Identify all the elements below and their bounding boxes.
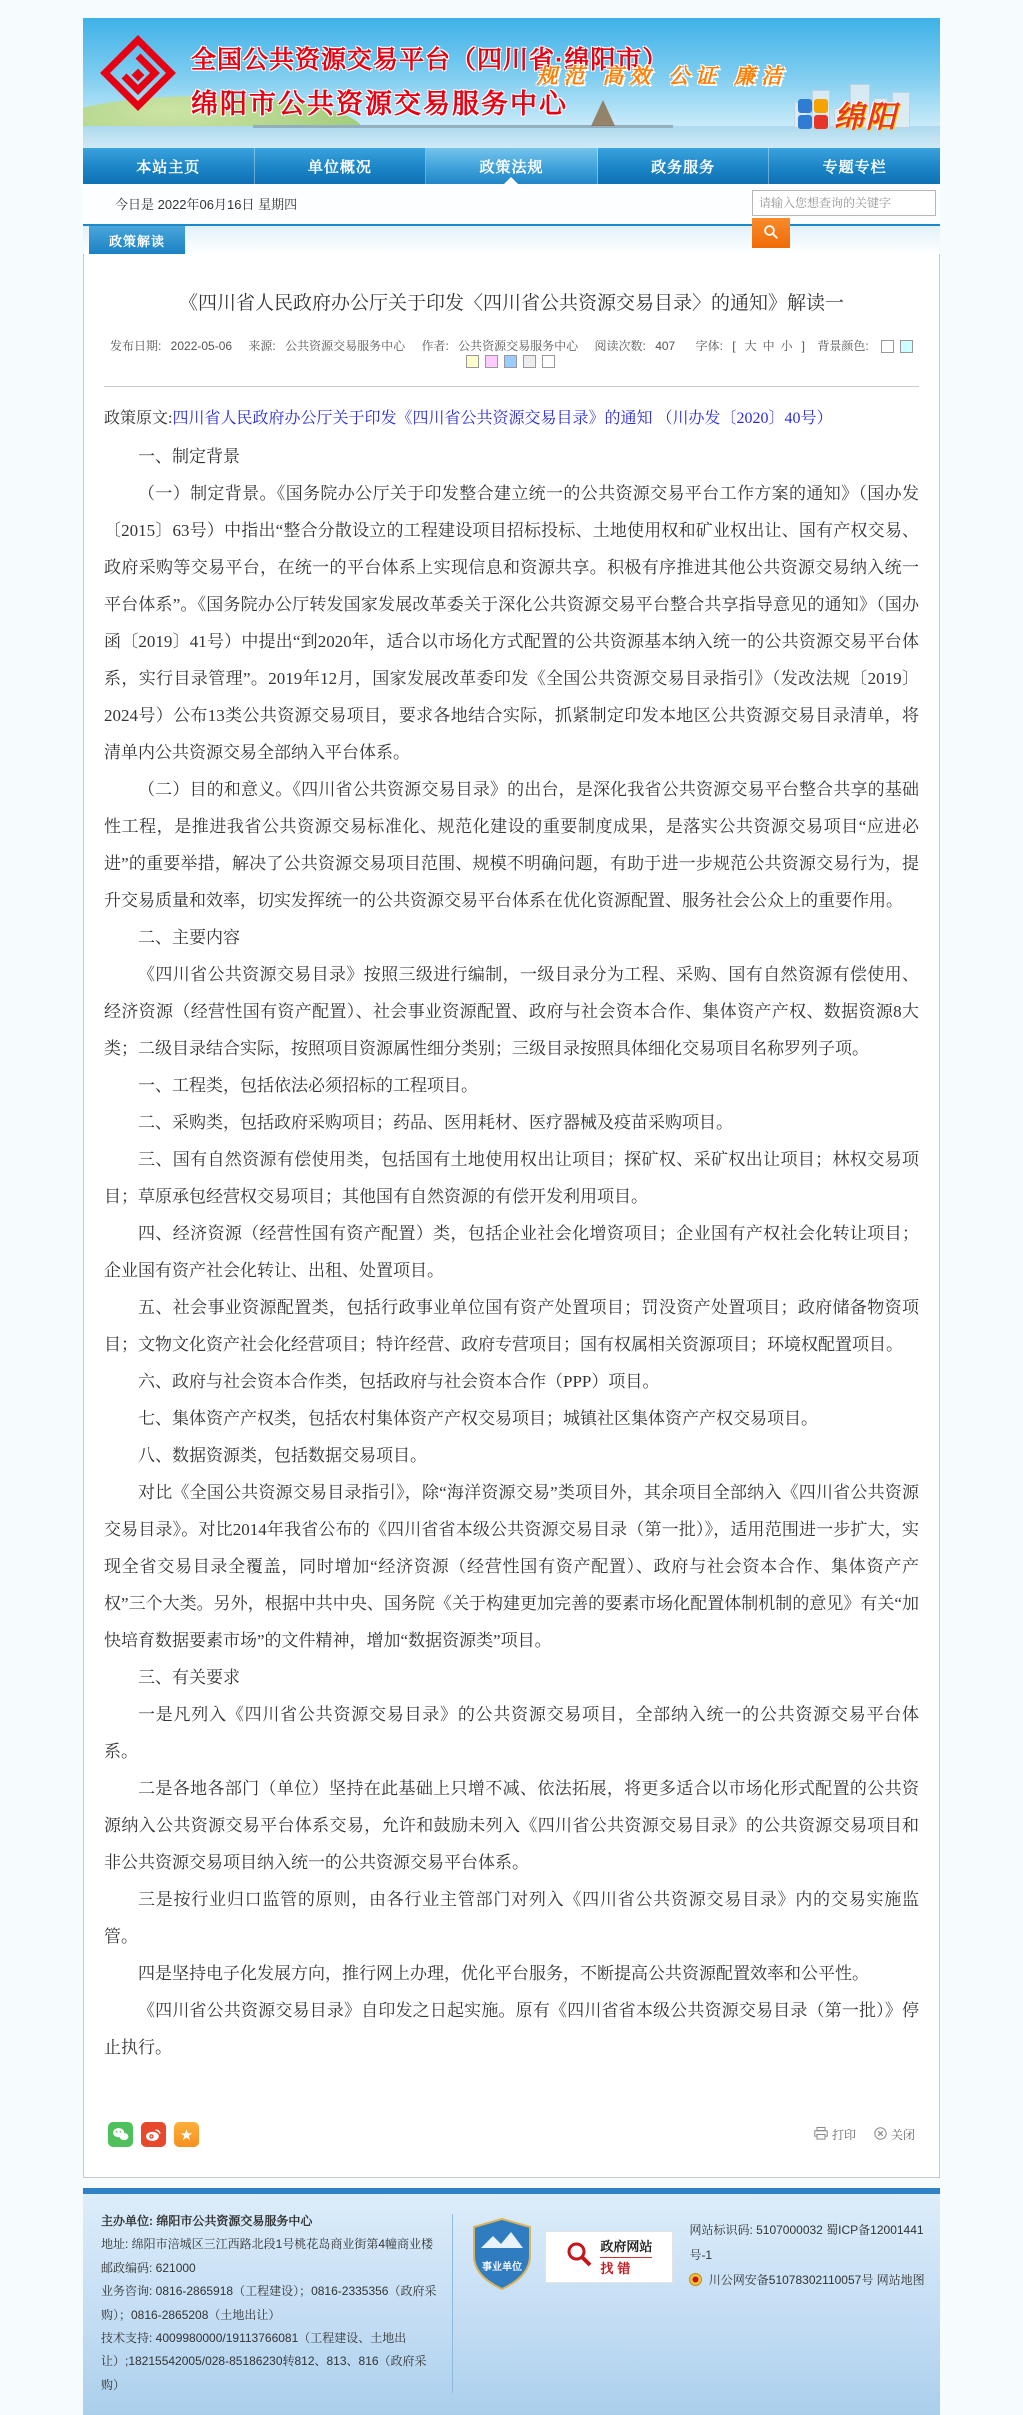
article-title: 《四川省人民政府办公厅关于印发〈四川省公共资源交易目录〉的通知》解读一: [178, 293, 844, 314]
current-date-text: 今日是 2022年06月16日 星期四: [115, 197, 298, 212]
footer-info-line: 技术支持: 4009980000/19113766081（工程建设、土地出让）;18215542005/028-85186230转812、813、816（政府采购）: [101, 2330, 427, 2392]
article-paragraph: 三、国有自然资源有偿使用类，包括国有土地使用权出让项目；探矿权、采矿权出让项目；林权交易项目；草原承包经营权交易项目；其他国有自然资源的有偿开发利用项目。: [104, 1150, 919, 1206]
actions-row: [108, 2122, 915, 2147]
article-paragraph: 二、主要内容: [138, 928, 240, 947]
close-label: 关闭: [890, 2128, 915, 2142]
source-value: 公共资源交易服务中心: [285, 339, 406, 353]
sitemap-link[interactable]: 网站地图: [876, 2273, 925, 2288]
bracket: [: [732, 339, 736, 353]
bg-color-swatch[interactable]: [504, 355, 517, 368]
article-paragraph: 《四川省公共资源交易目录》按照三级进行编制，一级目录分为工程、采购、国有自然资源有偿使用、经济资源（经营性国有资产配置）、社会事业资源配置、政府与社会资本合作、集体资产产权、数据资源8大类；二级目录结合实际，按照项目资源属性细分类别；三级目录按照具体细化交易项目名称罗列子项。: [104, 965, 919, 1058]
article-meta: [104, 337, 919, 368]
bracket: ]: [801, 339, 805, 353]
print-button[interactable]: [814, 2126, 856, 2143]
bg-color-swatch[interactable]: [881, 340, 894, 353]
article-paragraph: 三是按行业归口监管的原则，由各行业主管部门对列入《四川省公共资源交易目录》内的交易实施监管。: [104, 1890, 919, 1946]
footer-info-line: 主办单位: 绵阳市公共资源交易服务中心: [101, 2214, 313, 2228]
search-area: [752, 190, 936, 216]
gov-badge-line2: 找错: [600, 2261, 635, 2276]
article-paragraph: 一、制定背景: [138, 447, 240, 466]
font-size-option[interactable]: 小: [780, 339, 793, 353]
footer-info-line: 业务咨询: 0816-2865918（工程建设）；0816-2335356（政府采购）；0816-2865208（土地出让）: [101, 2284, 437, 2322]
search-icon: [763, 224, 779, 243]
slogan-text: 规范 高效 公证 廉洁: [536, 65, 788, 88]
site-title-line1: 全国公共资源交易平台（四川省·绵阳市）: [191, 46, 669, 74]
bg-color-swatch[interactable]: [466, 355, 479, 368]
article-paragraph: 对比《全国公共资源交易目录指引》，除“海洋资源交易”类项目外，其余项目全部纳入《四川省公共资源交易目录》。对比2014年我省公布的《四川省省本级公共资源交易目录（第一批）》，适用范围进一步扩大，实现全省交易目录全覆盖，同时增加“经济资源（经营性国有资产配置）、政府与社会资本合作、集体资产产权”三个大类。另外，根据中共中央、国务院《关于构建更加完善的要素市场化配置体制机制的意见》有关“加快培育数据要素市场”的文件精神，增加“数据资源类”项目。: [104, 1483, 919, 1650]
article-paragraph: 四是坚持电子化发展方向，推行网上办理，优化平台服务，不断提高公共资源配置效率和公平性。: [138, 1964, 869, 1983]
footer-registration-info: [673, 2210, 940, 2296]
bg-color-swatch[interactable]: [900, 340, 913, 353]
author-label: 作者:: [421, 339, 449, 353]
nav-item-label: 单位概况: [307, 158, 372, 176]
gov-site-error-report-badge[interactable]: [545, 2231, 673, 2283]
nav-item-label: 政务服务: [651, 158, 716, 176]
font-size-option[interactable]: 中: [762, 339, 775, 353]
footer-info-line: 地址: 绵阳市涪城区三江西路北段1号桃花岛商业街第4幢商业楼: [101, 2237, 434, 2252]
article-paragraph: 七、集体资产产权类，包括农村集体资产产权交易项目；城镇社区集体资产产权交易项目。: [138, 1409, 818, 1428]
nav-item[interactable]: [426, 148, 598, 184]
font-size-option[interactable]: 大: [744, 339, 757, 353]
article-paragraph: 一、工程类，包括依法必须招标的工程项目。: [138, 1076, 478, 1095]
views-label: 阅读次数:: [594, 339, 646, 353]
police-badge-icon: [689, 2275, 705, 2289]
share-buttons: [108, 2122, 199, 2147]
nav-item[interactable]: [255, 148, 427, 184]
article-paragraph: （二）目的和意义。《四川省公共资源交易目录》的出台，是深化我省公共资源交易平台整合共享的基础性工程，是推进我省公共资源交易标准化、规范化建设的重要制度成果，是落实公共资源交易项目“应进必进”的重要举措，解决了公共资源交易项目范围、规模不明确问题，有助于进一步规范公共资源交易行为，提升交易质量和效率，切实发挥统一的公共资源交易平台体系在优化资源配置、服务社会公众上的重要作用。: [104, 780, 919, 910]
print-label: 打印: [831, 2128, 856, 2142]
security-record-line: [689, 2268, 940, 2295]
favorite-star-icon[interactable]: ★: [174, 2122, 199, 2147]
wechat-share-icon[interactable]: [108, 2122, 133, 2147]
error-report-magnifier-icon: [566, 2241, 592, 2272]
article-paragraph: （一）制定背景。《国务院办公厅关于印发整合建立统一的公共资源交易平台工作方案的通知》（国办发〔2015〕63号）中指出“整合分散设立的工程建设项目招标投标、土地使用权和矿业权出让、国有产权交易、政府采购等交易平台，在统一的平台体系上实现信息和资源共享。积极有序推进其他公共资源交易纳入统一平台体系”。《国务院办公厅转发国家发展改革委关于深化公共资源交易平台整合共享指导意见的通知》（国办函〔2019〕41号）中提出“到2020年，适合以市场化方式配置的公共资源基本纳入统一的公共资源交易平台体系，实行目录管理”。2019年12月，国家发展改革委印发《全国公共资源交易目录指引》（发改法规〔2019〕2024号）公布13类公共资源交易项目，要求各地结合实际，抓紧制定印发本地区公共资源交易目录清单，将清单内公共资源交易全部纳入平台体系。: [104, 484, 919, 762]
city-logo-blocks-icon: [798, 99, 828, 129]
site-title-line2: 绵阳市公共资源交易服务中心: [191, 89, 568, 119]
printer-icon: [814, 2127, 828, 2143]
site-logo-icon: [99, 34, 177, 117]
city-logo-text: 绵阳: [834, 101, 898, 134]
page-operations: [814, 2126, 915, 2143]
publish-date-value: 2022-05-06: [170, 339, 233, 353]
gov-badge-line1: 政府网站: [600, 2236, 652, 2258]
public-institution-shield-icon[interactable]: [471, 2218, 533, 2295]
article-paragraph: 八、数据资源类，包括数据交易项目。: [138, 1446, 427, 1465]
footer: [83, 2188, 940, 2415]
tab-policy-interpretation[interactable]: 政策解读: [89, 226, 185, 254]
article-paragraph: 三、有关要求: [138, 1668, 240, 1687]
policy-source-line: [104, 397, 919, 432]
close-icon: [874, 2127, 887, 2143]
footer-divider: [452, 2214, 453, 2393]
article-paragraph: 六、政府与社会资本合作类，包括政府与社会资本合作（PPP）项目。: [138, 1372, 660, 1391]
policy-source-link[interactable]: 四川省人民政府办公厅关于印发《四川省公共资源交易目录》的通知 （川办发〔2020〕40号）: [172, 410, 833, 427]
bg-color-swatch[interactable]: [485, 355, 498, 368]
footer-contact-info: [83, 2210, 442, 2397]
page: [83, 18, 940, 2415]
bg-color-label: 背景颜色:: [817, 339, 869, 353]
footer-info-line: 邮政编码: 621000: [101, 2260, 196, 2275]
article-paragraph: 五、社会事业资源配置类，包括行政事业单位国有资产处置项目；罚没资产处置项目；政府储备物资项目；文物文化资产社会化经营项目；特许经营、政府专营项目；国有权属相关资源项目；环境权配置项目。: [104, 1298, 919, 1354]
toolbar: [83, 184, 940, 224]
font-size-options: [742, 339, 796, 353]
author-value: 公共资源交易服务中心: [458, 339, 579, 353]
footer-badges: [471, 2210, 673, 2295]
article-body: [104, 438, 919, 2066]
weibo-share-icon[interactable]: [141, 2122, 166, 2147]
nav-item[interactable]: [598, 148, 770, 184]
font-size-label: 字体:: [695, 339, 723, 353]
publish-date-label: 发布日期:: [109, 339, 162, 353]
article-paragraph: 一是凡列入《四川省公共资源交易目录》的公共资源交易项目，全部纳入统一的公共资源交易平台体系。: [104, 1705, 919, 1761]
search-button[interactable]: [752, 218, 790, 248]
nav-item-label: 本站主页: [136, 158, 201, 176]
security-record-text: 川公网安备51078302110057号: [708, 2273, 874, 2288]
source-label: 来源:: [248, 339, 276, 353]
city-logo: [798, 92, 898, 136]
search-input[interactable]: [752, 190, 936, 216]
active-notch-icon: [504, 177, 518, 184]
site-id-line: 网站标识码: 5107000032 蜀ICP备12001441号-1: [689, 2223, 924, 2263]
article-paragraph: 二、采购类，包括政府采购项目；药品、医用耗材、医疗器械及疫苗采购项目。: [138, 1113, 733, 1132]
article-paragraph: 二是各地各部门（单位）坚持在此基础上只增不减、依法拓展，将更多适合以市场化形式配置的公共资源纳入公共资源交易平台体系交易，允许和鼓励未列入《四川省公共资源交易目录》的公共资源交易项目和非公共资源交易项目纳入统一的公共资源交易平台体系。: [104, 1779, 919, 1872]
section-tabbar: [83, 224, 940, 254]
article-paragraph: 《四川省公共资源交易目录》自印发之日起实施。原有《四川省省本级公共资源交易目录（第一批）》停止执行。: [104, 2001, 919, 2057]
header-banner: [83, 18, 940, 148]
divider: [104, 386, 919, 387]
nav-item-label: 专题专栏: [822, 158, 887, 176]
nav-item[interactable]: [83, 148, 255, 184]
main-nav: [83, 148, 940, 184]
views-value: 407: [655, 339, 676, 353]
nav-item-label: 政策法规: [479, 158, 544, 176]
close-button[interactable]: [874, 2126, 915, 2143]
policy-source-label: 政策原文:: [104, 410, 173, 427]
bg-color-swatch[interactable]: [523, 355, 536, 368]
svg-text:事业单位: 事业单位: [482, 2262, 523, 2273]
nav-item[interactable]: [769, 148, 940, 184]
article-paragraph: 四、经济资源（经营性国有资产配置）类，包括企业社会化增资项目；企业国有产权社会化转让项目；企业国有资产社会化转让、出租、处置项目。: [104, 1224, 919, 1280]
bg-color-swatch[interactable]: [542, 355, 555, 368]
article-container: [83, 254, 940, 2178]
